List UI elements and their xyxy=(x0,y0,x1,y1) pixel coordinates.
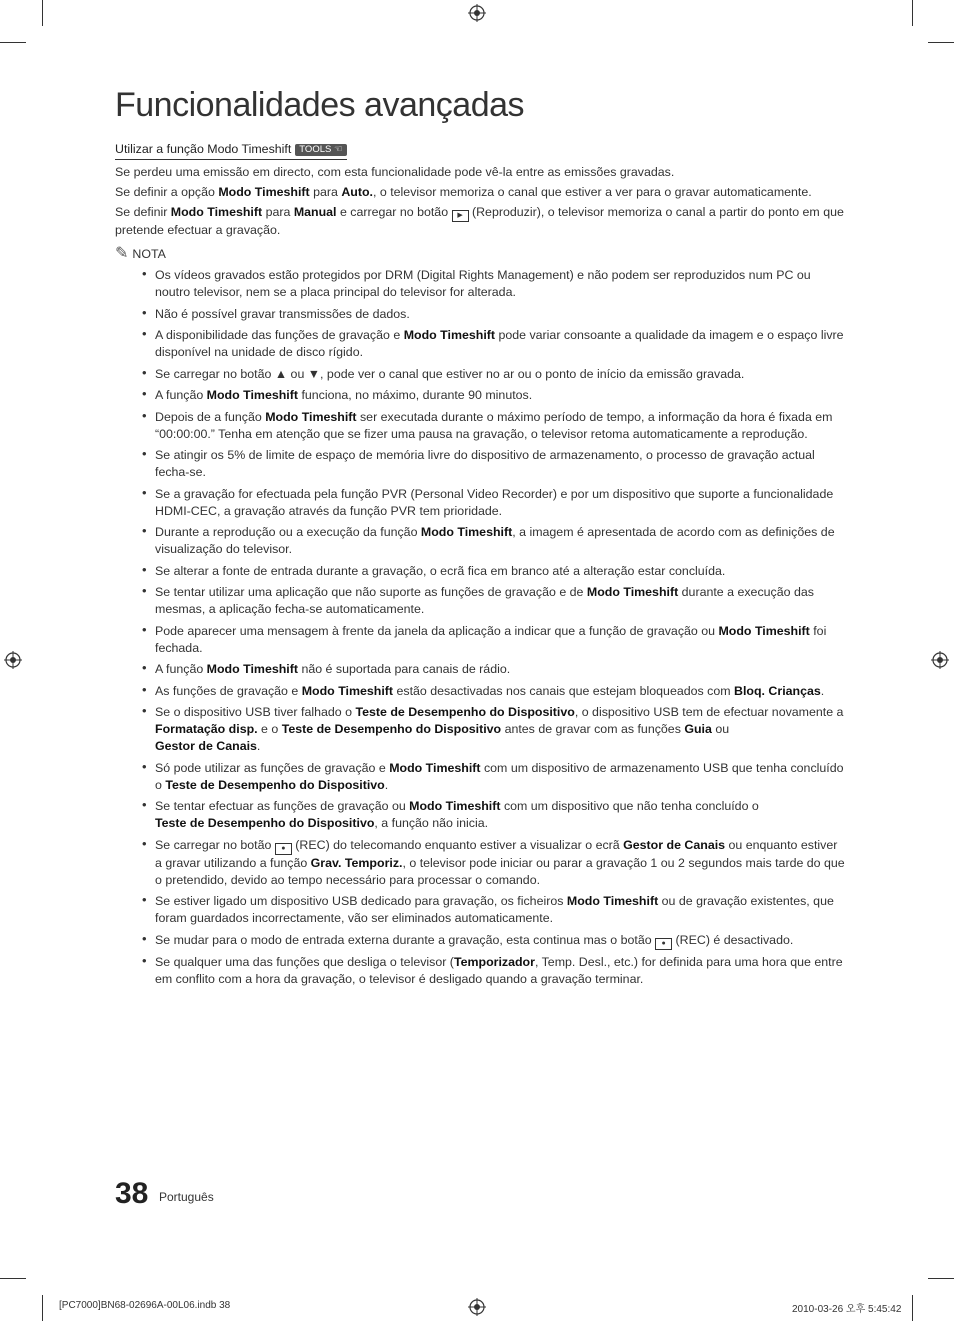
registration-mark-icon xyxy=(4,651,22,669)
intro-paragraph: Se definir Modo Timeshift para Manual e carregar no botão ▶ (Reproduzir), o televisor memoriza o canal a partir do ponto em que pretende efectuar a gravação. xyxy=(115,205,844,237)
hand-icon: ☜ xyxy=(333,144,343,155)
note-item: • Se mudar para o modo de entrada externa durante a gravação, esta continua mas o botão ● (REC) é desactivado. xyxy=(155,932,845,950)
note-item: • Se alterar a fonte de entrada durante a gravação, o ecrã fica em branco até a alteração estar concluída. xyxy=(155,563,845,580)
note-item: • A disponibilidade das funções de gravação e Modo Timeshift pode variar consoante a qualidade da imagem e o espaço livre disponível na unidade de disco rígido. xyxy=(155,327,845,361)
crop-mark xyxy=(0,1278,26,1279)
note-item: • Os vídeos gravados estão protegidos por DRM (Digital Rights Management) e não podem ser reproduzidos num PC ou noutro televisor, nem se a placa principal do televisor for alterada. xyxy=(155,267,845,301)
note-item: • A função Modo Timeshift funciona, no máximo, durante 90 minutos. xyxy=(155,387,845,404)
intro-paragraph: Se perdeu uma emissão em directo, com esta funcionalidade pode vê-la entre as emissões gravadas. xyxy=(115,165,675,179)
note-item: • Se tentar efectuar as funções de gravação ou Modo Timeshift com um dispositivo que não tenha concluído o Teste de Desempenho do Dispositivo, a função não inicia. xyxy=(155,798,845,832)
footer-timestamp: 2010-03-26 오후 5:45:42 xyxy=(792,1304,902,1315)
section-heading xyxy=(115,141,347,160)
page-title: Funcionalidades avançadas xyxy=(115,86,525,124)
registration-mark-icon xyxy=(931,651,949,669)
note-item: • As funções de gravação e Modo Timeshift estão desactivadas nos canais que estejam bloqueados com Bloq. Crianças. xyxy=(155,683,845,700)
crop-mark xyxy=(912,0,913,26)
note-item: • Se carregar no botão ● (REC) do telecomando enquanto estiver a visualizar o ecrã Gestor de Canais ou enquanto estiver a gravar utilizando a função Grav. Temporiz., o televisor pode iniciar ou parar a gravação 1 ou 2 segundos mais tarde do que o pretendido, devido ao tempo necessário para processar o comando. xyxy=(155,837,845,889)
tools-badge-label: TOOLS xyxy=(299,144,332,155)
main-content xyxy=(115,141,845,993)
notes-list xyxy=(115,267,845,988)
intro-paragraph: Se definir a opção Modo Timeshift para Auto., o televisor memoriza o canal que estiver a ver para o gravar automaticamente. xyxy=(115,185,812,199)
note-label: NOTA xyxy=(132,247,166,261)
note-item: • Se atingir os 5% de limite de espaço de memória livre do dispositivo de armazenamento, o processo de gravação actual fecha-se. xyxy=(155,447,845,481)
note-item: • Não é possível gravar transmissões de dados. xyxy=(155,306,845,323)
intro-paragraphs xyxy=(115,164,845,239)
note-item: • Se o dispositivo USB tiver falhado o Teste de Desempenho do Dispositivo, o dispositivo USB tem de efectuar novamente a Formatação disp. e o Teste de Desempenho do Dispositivo antes de gravar com as funções Guia ou Gestor de Canais. xyxy=(155,704,845,755)
crop-mark xyxy=(42,1295,43,1321)
note-item: • A função Modo Timeshift não é suportada para canais de rádio. xyxy=(155,661,845,678)
registration-mark-icon xyxy=(468,1298,486,1316)
note-item: • Pode aparecer uma mensagem à frente da janela da aplicação a indicar que a função de gravação ou Modo Timeshift foi fechada. xyxy=(155,623,845,657)
note-item: • Só pode utilizar as funções de gravação e Modo Timeshift com um dispositivo de armazenamento USB que tenha concluído o Teste de Desempenho do Dispositivo. xyxy=(155,760,845,794)
note-item: • Durante a reprodução ou a execução da função Modo Timeshift, a imagem é apresentada de acordo com as definições de visualização do televisor. xyxy=(155,524,845,558)
crop-mark xyxy=(0,42,26,43)
tools-badge xyxy=(295,144,346,156)
note-header xyxy=(115,245,845,263)
note-item: • Se estiver ligado um dispositivo USB dedicado para gravação, os ficheiros Modo Timeshift ou de gravação existentes, que foram guardados incorrectamente, vão ser eliminados automaticamente. xyxy=(155,893,845,927)
crop-mark xyxy=(912,1295,913,1321)
crop-mark xyxy=(928,1278,954,1279)
crop-mark xyxy=(42,0,43,26)
section-heading-text: Utilizar a função Modo Timeshift xyxy=(115,142,292,156)
page-number: 38 xyxy=(115,1177,149,1210)
note-item: • Se qualquer uma das funções que desliga o televisor (Temporizador, Temp. Desl., etc.) for definida para uma hora que entre em conflito com a hora da gravação, o televisor é desligado quando a gravação terminar. xyxy=(155,954,845,988)
pencil-icon: ✎ xyxy=(115,245,129,262)
note-item: • Depois de a função Modo Timeshift ser executada durante o máximo período de tempo, a informação da hora é fixada em “00:00:00.” Tenha em atenção que se fizer uma pausa na gravação, o televisor retoma automaticamente a reprodução. xyxy=(155,409,845,443)
registration-mark-icon xyxy=(468,4,486,22)
footer-file-info: [PC7000]BN68-02696A-00L06.indb 38 xyxy=(59,1300,231,1311)
note-item: • Se a gravação for efectuada pela função PVR (Personal Video Recorder) e por um dispositivo que suporte a funcionalidade HDMI-CEC, a gravação através da função PVR tem prioridade. xyxy=(155,486,845,520)
note-item: • Se tentar utilizar uma aplicação que não suporte as funções de gravação e de Modo Timeshift durante a execução das mesmas, a aplicação fecha-se automaticamente. xyxy=(155,584,845,618)
page-language: Português xyxy=(159,1190,214,1204)
crop-mark xyxy=(928,42,954,43)
note-item: • Se carregar no botão ▲ ou ▼, pode ver o canal que estiver no ar ou o ponto de início da emissão gravada. xyxy=(155,366,845,383)
